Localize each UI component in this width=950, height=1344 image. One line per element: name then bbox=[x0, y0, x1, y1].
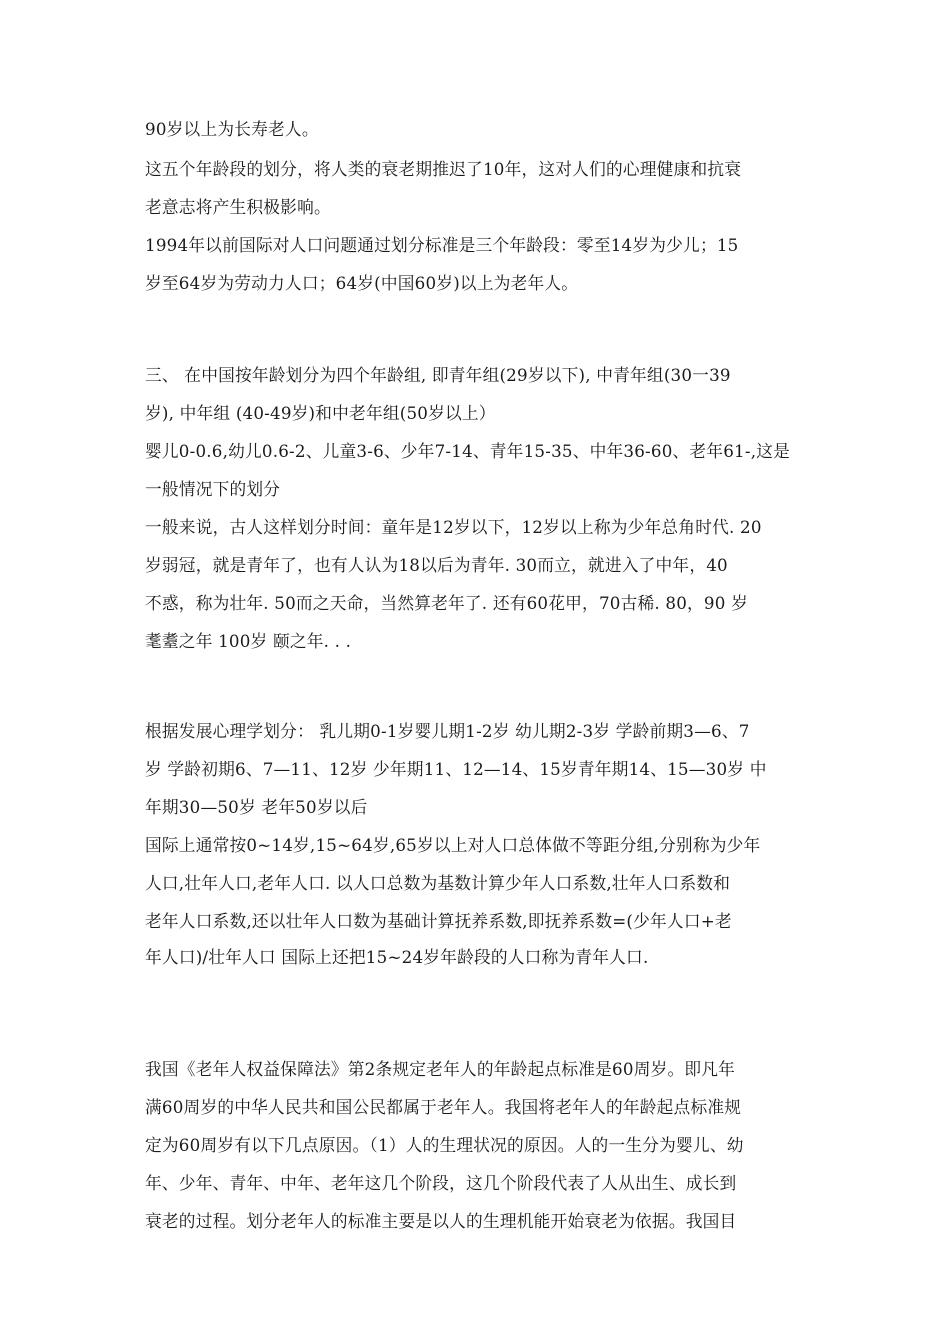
text-line: 满60周岁的中华人民共和国公民都属于老年人。我国将老年人的年龄起点标准规 bbox=[145, 1098, 742, 1118]
text-line: 定为60周岁有以下几点原因。（1）人的生理状况的原因。人的一生分为婴儿、幼 bbox=[145, 1136, 744, 1156]
text-line: 人口,壮年人口,老年人口. 以人口总数为基数计算少年人口系数,壮年人口系数和 bbox=[145, 874, 731, 894]
text-line: 1994年以前国际对人口问题通过划分标准是三个年龄段：零至14岁为少儿；15 bbox=[145, 236, 739, 256]
text-line: 年期30—50岁 老年50岁以后 bbox=[145, 798, 368, 818]
text-line: 年、少年、青年、中年、老年这几个阶段，这几个阶段代表了人从出生、成长到 bbox=[145, 1174, 737, 1194]
text-line: 不惑，称为壮年. 50而之天命，当然算老年了. 还有60花甲，70古稀. 80，90 岁 bbox=[145, 594, 748, 614]
text-line: 90岁以上为长寿老人。 bbox=[145, 120, 319, 140]
text-line: 三、 在中国按年龄划分为四个年龄组, 即青年组(29岁以下), 中青年组(30一39 bbox=[145, 366, 731, 386]
text-line: 衰老的过程。划分老年人的标准主要是以人的生理机能开始衰老为依据。我国目 bbox=[145, 1212, 737, 1232]
text-line: 年人口)/壮年人口 国际上还把15~24岁年龄段的人口称为青年人口. bbox=[145, 948, 649, 968]
text-line: 根据发展心理学划分： 乳儿期0-1岁婴儿期1-2岁 幼儿期2-3岁 学龄前期3—6、7 bbox=[145, 722, 750, 742]
text-line: 岁 学龄初期6、7—11、12岁 少年期11、12—14、15岁青年期14、15—30岁 中 bbox=[145, 760, 767, 780]
text-line: 一般来说，古人这样划分时间：童年是12岁以下，12岁以上称为少年总角时代. 20 bbox=[145, 518, 762, 538]
text-line: 岁), 中年组 (40-49岁)和中老年组(50岁以上） bbox=[145, 404, 496, 424]
text-line: 一般情况下的划分 bbox=[145, 480, 281, 500]
text-line: 这五个年龄段的划分，将人类的衰老期推迟了10年，这对人们的心理健康和抗衰 bbox=[145, 160, 742, 180]
text-line: 岁弱冠，就是青年了，也有人认为18以后为青年. 30而立，就进入了中年，40 bbox=[145, 556, 728, 576]
text-line: 老年人口系数,还以壮年人口数为基础计算抚养系数,即抚养系数=(少年人口+老 bbox=[145, 912, 732, 932]
text-line: 耄耋之年 100岁 颐之年. . . bbox=[145, 632, 352, 652]
text-line: 国际上通常按0~14岁,15~64岁,65岁以上对人口总体做不等距分组,分别称为少年 bbox=[145, 836, 761, 856]
text-line: 我国《老年人权益保障法》第2条规定老年人的年龄起点标准是60周岁。即凡年 bbox=[145, 1060, 736, 1080]
text-line: 婴儿0-0.6,幼儿0.6-2、儿童3-6、少年7-14、青年15-35、中年36-60、老年61-,这是 bbox=[145, 442, 791, 462]
text-line: 岁至64岁为劳动力人口；64岁(中国60岁)以上为老年人。 bbox=[145, 274, 579, 294]
text-line: 老意志将产生积极影响。 bbox=[145, 198, 331, 218]
